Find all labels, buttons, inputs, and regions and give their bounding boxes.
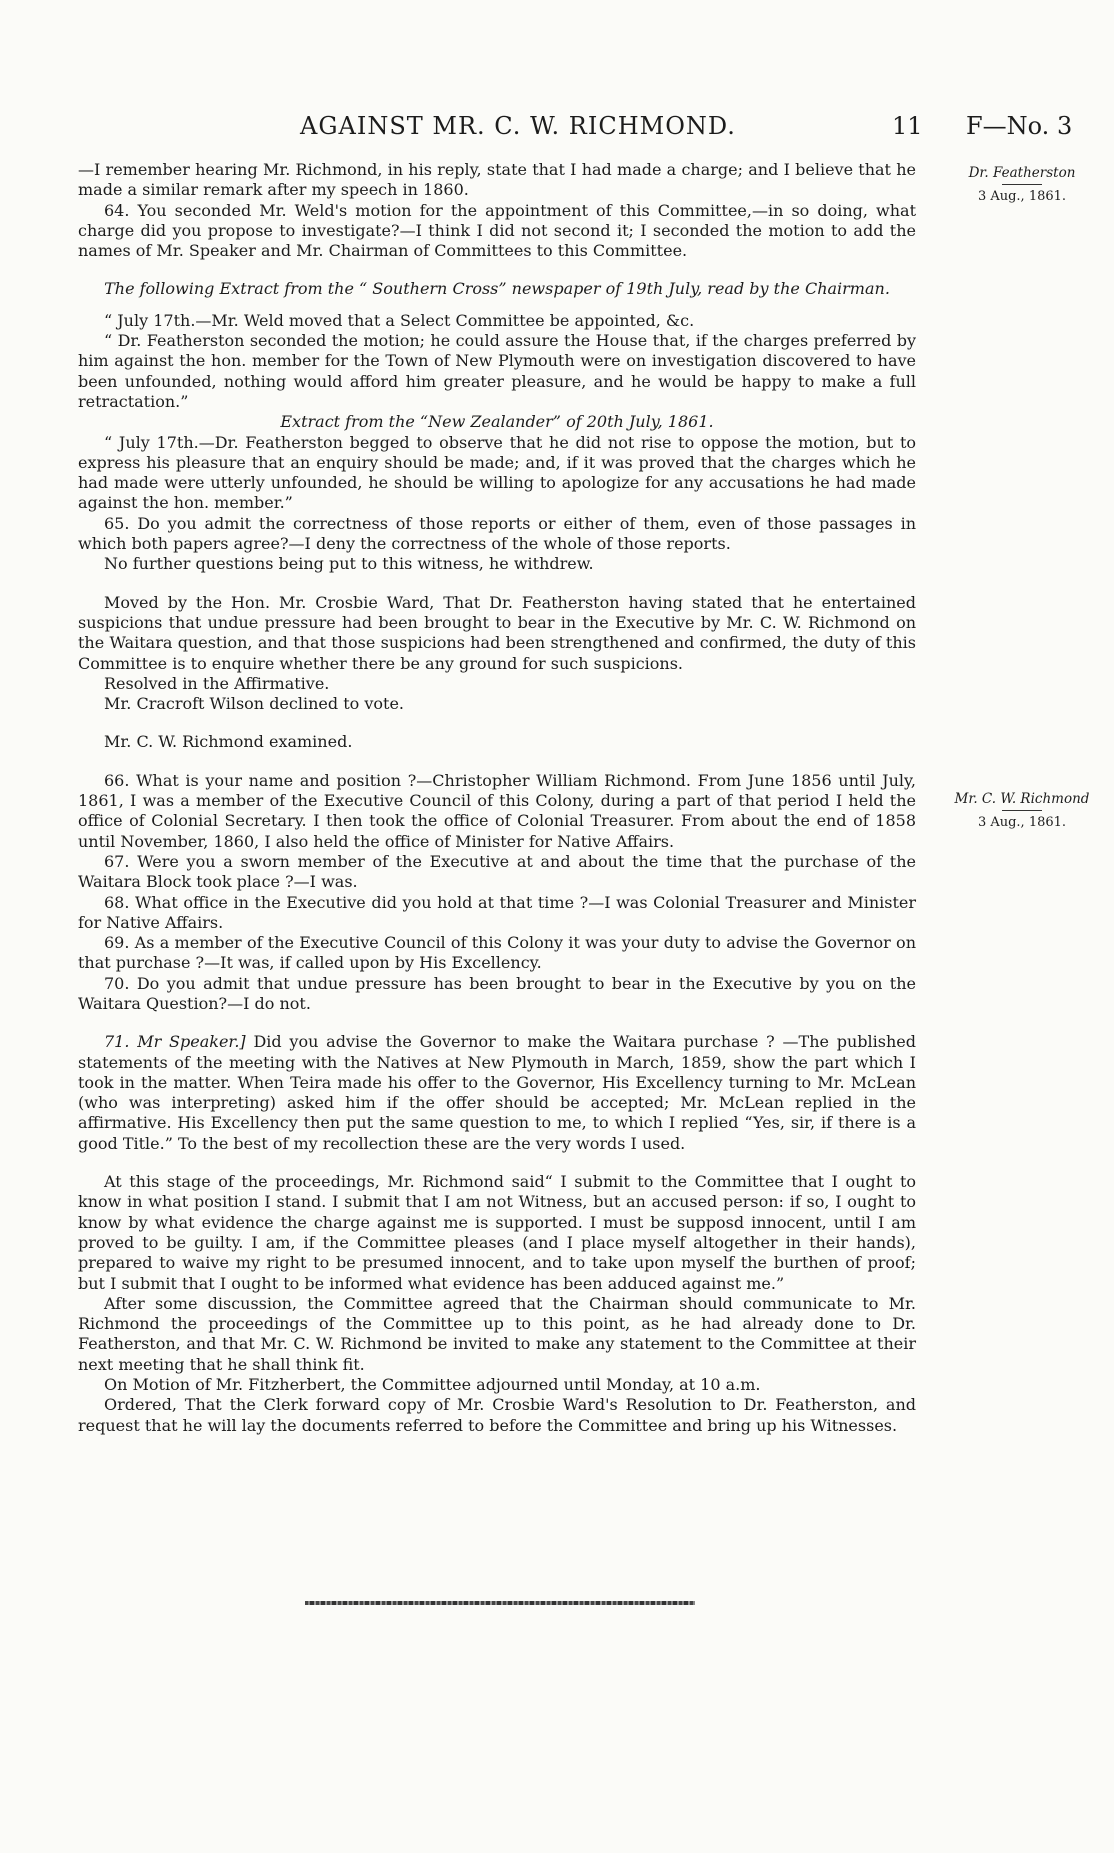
paragraph: Resolved in the Affirmative. bbox=[104, 673, 330, 693]
page-header bbox=[0, 112, 1114, 146]
extract-heading-new-zealander: Extract from the “New Zealander” of 20th July, 1861. bbox=[280, 412, 714, 432]
extract-heading-southern-cross: The following Extract from the “ Southern Cross” newspaper of 19th July, read by the Chairman. bbox=[104, 279, 890, 299]
sidenote-name: Mr. C. W. Richmond bbox=[954, 791, 1090, 807]
document-reference: F—No. 3 bbox=[966, 112, 1073, 140]
paragraph: On Motion of Mr. Fitzherbert, the Committee adjourned until Monday, at 10 a.m. bbox=[104, 1375, 761, 1395]
question-69: 69. As a member of the Executive Council of this Colony it was your duty to advise the Governor on that purchase ?—It was, if called upon by His Excellency. bbox=[78, 933, 916, 973]
sidenote-name: Dr. Featherston bbox=[968, 165, 1076, 181]
paragraph: —I remember hearing Mr. Richmond, in his reply, state that I had made a charge; and I believe that he made a similar remark after my speech in 1860. bbox=[78, 160, 916, 200]
document-body bbox=[78, 160, 916, 1436]
question-66: 66. What is your name and position ?—Christopher William Richmond. From June 1856 until July, 1861, I was a member of the Executive Council of this Colony, during a part of that period I held the office of Colonial Secretary. I then took the office of Colonial Treasurer. From about the end of 1858 until November, 1860, I also held the office of Minister for Native Affairs. bbox=[78, 770, 916, 851]
paragraph: No further questions being put to this witness, he withdrew. bbox=[104, 554, 594, 574]
question-71-label: 71. Mr Speaker.] bbox=[104, 1032, 246, 1052]
extract-paragraph: “ July 17th.—Dr. Featherston begged to observe that he did not rise to oppose the motion, but to express his pleasure that an enquiry should be made; and, if it was proved that the charges which he had made were utterly unfounded, he should be willing to apologize for any accusations he had made against the hon. member.” bbox=[78, 432, 916, 513]
question-71 bbox=[78, 1032, 916, 1154]
page-title: AGAINST MR. C. W. RICHMOND. bbox=[300, 112, 736, 140]
question-65: 65. Do you admit the correctness of those reports or either of them, even of those passages in which both papers agree?—I deny the correctness of the whole of those reports. bbox=[78, 513, 916, 554]
sidenote-witness-2 bbox=[952, 790, 1092, 832]
motion-paragraph: Moved by the Hon. Mr. Crosbie Ward, That Dr. Featherston having stated that he entertained suspicions that undue pressure had been brought to bear in the Executive by Mr. C. W. Richmond on the Waitara question, and that those suspicions had been strengthened and confirmed, the duty of this Committee is to enquire whether there be any ground for such suspicions. bbox=[78, 592, 916, 673]
witness-heading: Mr. C. W. Richmond examined. bbox=[104, 732, 353, 752]
sidenote-date: 3 Aug., 1861. bbox=[977, 189, 1067, 204]
paragraph: After some discussion, the Committee agreed that the Chairman should communicate to Mr. Richmond the proceedings of the Committee up to this point, as he had already done to Dr. Featherston, and that Mr. C. W. Richmond be invited to make any statement to the Committee at their next meeting that he shall think fit. bbox=[78, 1293, 916, 1374]
question-70: 70. Do you admit that undue pressure has been brought to bear in the Executive by you on the Waitara Question?—I do not. bbox=[78, 973, 916, 1013]
extract-paragraph: “ Dr. Featherston seconded the motion; he could assure the House that, if the charges preferred by him against the hon. member for the Town of New Plymouth were on investigation discovered to have been unfounded, nothing would afford him greater pleasure, and he would be happy to make a full retractation.” bbox=[78, 331, 916, 411]
sidenote-divider bbox=[1002, 184, 1042, 185]
paragraph: At this stage of the proceedings, Mr. Richmond said“ I submit to the Committee that I ought to know in what position I stand. I submit that I am not Witness, but an accused person: if so, I ought to know by what evidence the charge against me is supported. I must be supposd innocent, until I am proved to be guilty. I am, if the Committee pleases (and I place myself altogether in their hands), prepared to waive my right to be presumed innocent, and to take upon myself the burthen of proof; but I submit that I ought to be informed what evidence has been adduced against me.” bbox=[78, 1172, 916, 1293]
paragraph: Mr. Cracroft Wilson declined to vote. bbox=[104, 694, 404, 714]
question-71-text: Did you advise the Governor to make the Waitara purchase ? —The published statements of the meeting with the Natives at New Plymouth in March, 1859, show the part which I took in the matter. When Teira made his offer to the Governor, His Excellency turning to Mr. McLean (who was interpreting) asked him if the offer should be accepted; Mr. McLean replied in the affirmative. His Excellency then put the same question to me, to which I replied “Yes, sir, if there is a good Title.” To the best of my recollection these are the very words I used. bbox=[78, 1032, 917, 1153]
question-68: 68. What office in the Executive did you hold at that time ?—I was Colonial Treasurer and Minister for Native Affairs. bbox=[78, 892, 916, 932]
ornamental-rule bbox=[305, 1601, 695, 1605]
paragraph: Ordered, That the Clerk forward copy of Mr. Crosbie Ward's Resolution to Dr. Featherston, and request that he will lay the documents referred to before the Committee and bring up his Witnesses. bbox=[78, 1395, 916, 1435]
sidenote-divider bbox=[1002, 810, 1042, 811]
sidenote-witness-1 bbox=[952, 164, 1092, 206]
question-64: 64. You seconded Mr. Weld's motion for the appointment of this Committee,—in so doing, what charge did you propose to investigate?—I think I did not second it; I seconded the motion to add the names of Mr. Speaker and Mr. Chairman of Committees to this Committee. bbox=[78, 200, 916, 261]
page-number: 11 bbox=[892, 112, 923, 140]
question-67: 67. Were you a sworn member of the Executive at and about the time that the purchase of the Waitara Block took place ?—I was. bbox=[78, 851, 916, 892]
extract-paragraph: “ July 17th.—Mr. Weld moved that a Select Committee be appointed, &c. bbox=[104, 310, 695, 330]
sidenote-date: 3 Aug., 1861. bbox=[977, 815, 1067, 830]
